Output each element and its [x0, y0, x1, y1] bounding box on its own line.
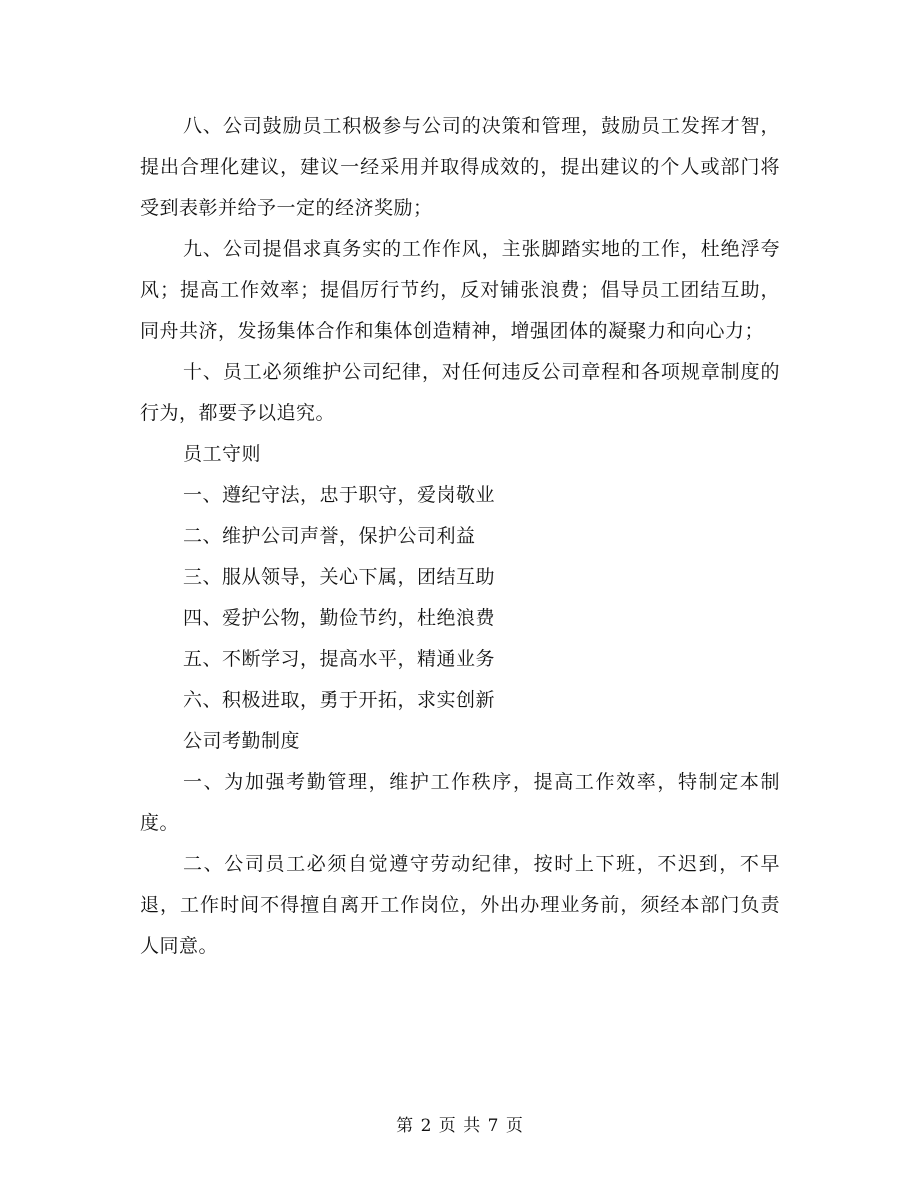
document-body [140, 106, 780, 967]
rule-item-2: 二、维护公司声誉，保护公司利益 [183, 525, 476, 547]
attendance-clause-1: 一、为加强考勤管理，维护工作秩序，提高工作效率，特制定本制度。 [140, 771, 780, 834]
rule-item-5: 五、不断学习，提高水平，精通业务 [183, 648, 496, 670]
rule-item-4: 四、爱护公物，勤俭节约，杜绝浪费 [183, 607, 496, 629]
section-heading-employee-rules: 员工守则 [183, 443, 262, 465]
attendance-clause-2: 二、公司员工必须自觉遵守劳动纪律，按时上下班，不迟到，不早退，工作时间不得擅自离开工作岗位，外出办理业务前，须经本部门负责人同意。 [140, 853, 780, 957]
rule-item-3: 三、服从领导，关心下属，团结互助 [183, 566, 496, 588]
page-number-footer: 第 2 页 共 7 页 [396, 1116, 524, 1136]
rule-item-1: 一、遵纪守法，忠于职守，爱岗敬业 [183, 484, 496, 506]
section-heading-attendance: 公司考勤制度 [183, 730, 301, 752]
rule-item-6: 六、积极进取，勇于开拓，求实创新 [183, 689, 496, 711]
paragraph-article-10: 十、员工必须维护公司纪律，对任何违反公司章程和各项规章制度的行为，都要予以追究。 [140, 361, 780, 424]
paragraph-article-8: 八、公司鼓励员工积极参与公司的决策和管理，鼓励员工发挥才智，提出合理化建议，建议一经采用并取得成效的，提出建议的个人或部门将受到表彰并给予一定的经济奖励； [140, 115, 780, 219]
paragraph-article-9: 九、公司提倡求真务实的工作作风，主张脚踏实地的工作，杜绝浮夸风；提高工作效率；提倡厉行节约，反对铺张浪费；倡导员工团结互助，同舟共济，发扬集体合作和集体创造精神，增强团体的凝聚力和向心力； [140, 238, 780, 342]
